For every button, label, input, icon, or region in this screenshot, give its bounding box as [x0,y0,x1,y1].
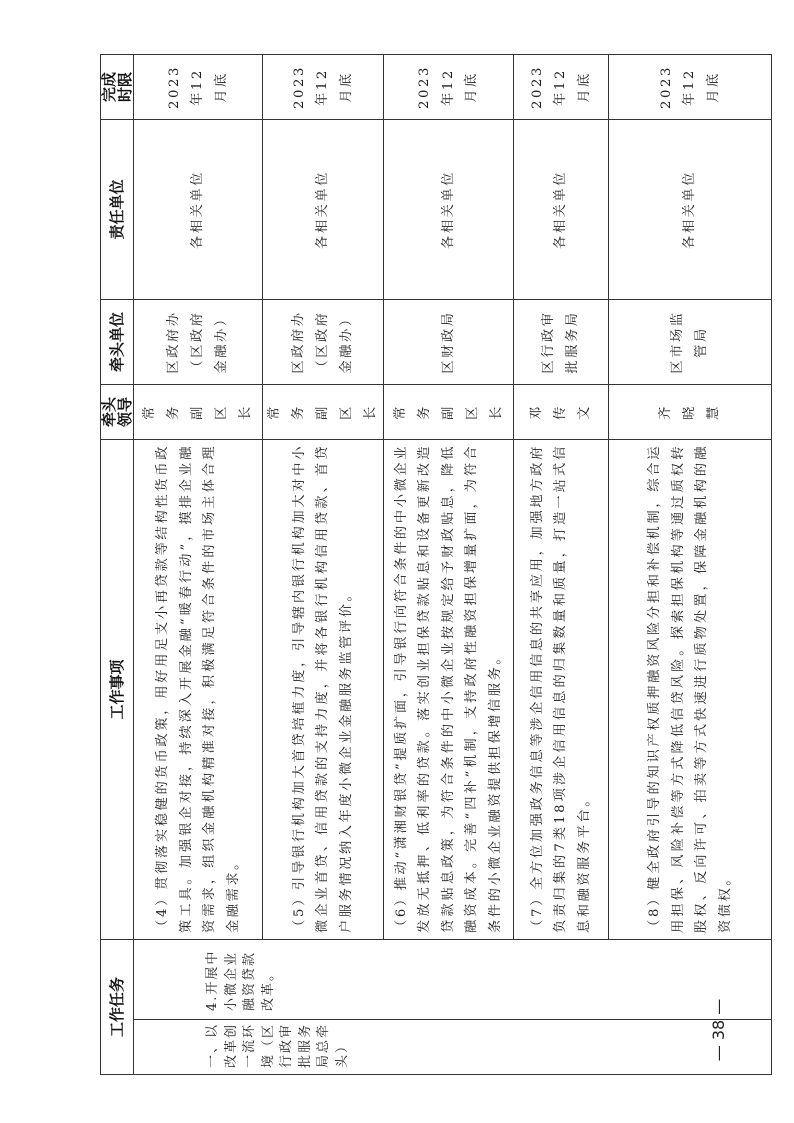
header-item: 工作事项 [101,439,134,939]
table-row [514,54,609,1074]
deadline-cell: 2023年12月底 [384,54,514,119]
table-row [384,54,514,1074]
leader-cell: 常务副区长 [384,384,514,439]
header-row [101,54,134,1074]
work-task-table [100,54,772,1075]
lead-unit-cell: 区财政局 [384,299,514,384]
resp-unit-cell: 各相关单位 [134,119,263,299]
header-resp-unit: 责任单位 [101,119,134,299]
work-item-cell: （4）贯彻落实稳健的货币政策，用好用足支小再贷款等结构性货币政策工具。加强银企对接，持续深入开展金融“暖春行动”，摸排企业融资需求，组织金融机构精准对接，积极满足符合条件的市场主体合理金融需求。 [134,439,263,939]
leader-cell: 常务副区长 [134,384,263,439]
resp-unit-cell: 各相关单位 [384,119,514,299]
group-task-cell: 一、以改革创一流环境（区行政审批服务局总牵头） [134,1020,772,1075]
header-lead-unit: 牵头单位 [101,299,134,384]
work-item-cell: （8）健全政府引导的知识产权质押融资风险分担和补偿机制，综合运用担保、风险补偿等方式降低信贷风险。探索担保机构等通过质权转股权、反向许可、拍卖等方式快速进行质物处置，保障金融机构的融资债权。 [609,439,772,939]
work-item-cell: （5）引导银行机构加大首贷培植力度，引导辖内银行机构加大对中小微企业首贷、信用贷款的支持力度，并将各银行机构信用贷款、首贷户服务情况纳入年度小微企业金融服务监管评价。 [263,439,384,939]
work-item-cell: （7）全方位加强政务信息等涉企信用信息的共享应用，加强地方政府负责归集的7类18项涉企信用信息的归集数量和质量，打造一站式信息和融资服务平台。 [514,439,609,939]
deadline-cell: 2023年12月底 [609,54,772,119]
leader-cell: 齐晓慧 [609,384,772,439]
header-task: 工作任务 [101,939,134,1074]
lead-unit-cell: 区政府办（区政府金融办） [263,299,384,384]
leader-cell: 邓传文 [514,384,609,439]
leader-cell: 常务副区长 [263,384,384,439]
header-leader: 牵头领导 [101,384,134,439]
table-row [609,54,772,1074]
resp-unit-cell: 各相关单位 [263,119,384,299]
deadline-cell: 2023年12月底 [514,54,609,119]
deadline-cell: 2023年12月底 [134,54,263,119]
resp-unit-cell: 各相关单位 [609,119,772,299]
header-deadline: 完成时限 [101,54,134,119]
sub-task-cell: 4.开展中小微企业融资贷款改革。 [134,939,772,1019]
work-item-cell: （6）推动“潇湘财银贷”提质扩面，引导银行向符合条件的中小微企业发放无抵押、低利率的贷款。落实创业担保贷款贴息和设备更新改造贷款贴息政策，为符合条件的中小微企业按规定给予财政贴息，降低融资成本。完善“四补”机制，支持政府性融资担保增量扩面，为符合条件的小微企业融资提供担保增信服务。 [384,439,514,939]
resp-unit-cell: 各相关单位 [514,119,609,299]
page-number-text: — 38 — [709,998,728,1062]
page-number [709,990,729,1070]
lead-unit-cell: 区政府办（区政府金融办） [134,299,263,384]
lead-unit-cell: 区行政审批服务局 [514,299,609,384]
lead-unit-cell: 区市场监管局 [609,299,772,384]
deadline-cell: 2023年12月底 [263,54,384,119]
table-row [263,54,384,1074]
rotated-table-page [100,55,733,1075]
table-row [134,54,263,1074]
